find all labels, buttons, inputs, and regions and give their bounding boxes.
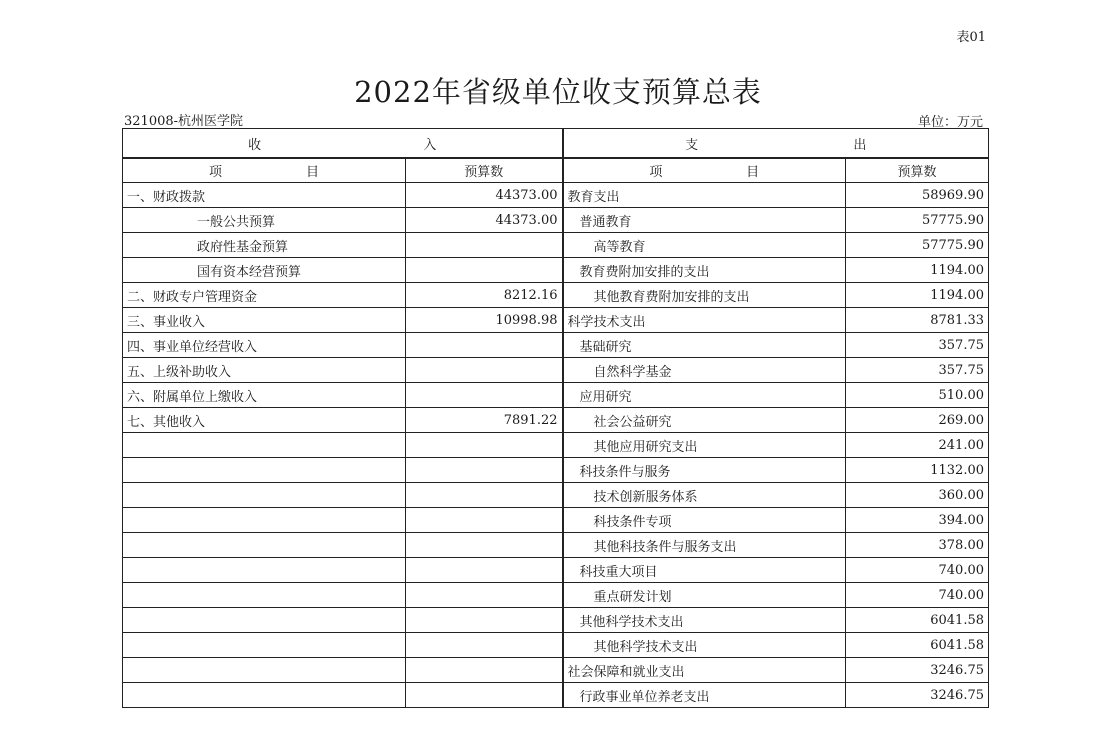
expense-value-cell: 378.00 <box>846 533 989 558</box>
unit-label: 单位：万元 <box>918 115 984 130</box>
income-value-cell: 44373.00 <box>406 208 563 233</box>
expense-item-cell: 社会保障和就业支出 <box>563 658 846 683</box>
income-value-cell <box>406 258 563 283</box>
expense-budget-header: 预算数 <box>846 158 989 183</box>
expense-item-cell: 自然科学基金 <box>563 358 846 383</box>
expense-item-cell: 其他科学技术支出 <box>563 608 846 633</box>
income-value-cell <box>406 683 563 708</box>
income-item-cell: 政府性基金预算 <box>123 233 406 258</box>
income-item-cell <box>123 608 406 633</box>
income-value-cell <box>406 583 563 608</box>
income-item-cell: 一般公共预算 <box>123 208 406 233</box>
income-item-cell: 国有资本经营预算 <box>123 258 406 283</box>
expense-value-cell: 241.00 <box>846 433 989 458</box>
income-value-cell <box>406 608 563 633</box>
expense-value-cell: 269.00 <box>846 408 989 433</box>
income-value-cell: 8212.16 <box>406 283 563 308</box>
expense-value-cell: 6041.58 <box>846 633 989 658</box>
expense-item-cell: 其他科技条件与服务支出 <box>563 533 846 558</box>
table-row <box>123 508 989 533</box>
expense-value-cell: 357.75 <box>846 333 989 358</box>
income-value-cell <box>406 358 563 383</box>
expense-value-cell: 1194.00 <box>846 258 989 283</box>
table-row <box>123 458 989 483</box>
income-item-cell: 三、事业收入 <box>123 308 406 333</box>
expense-item-cell: 基础研究 <box>563 333 846 358</box>
expense-item-cell: 教育费附加安排的支出 <box>563 258 846 283</box>
income-item-cell <box>123 508 406 533</box>
income-item-header: 项 目 <box>123 158 406 183</box>
income-value-cell <box>406 558 563 583</box>
expense-item-header: 项 目 <box>563 158 846 183</box>
income-value-cell <box>406 508 563 533</box>
expense-item-cell: 其他应用研究支出 <box>563 433 846 458</box>
expense-item-cell: 其他科学技术支出 <box>563 633 846 658</box>
income-item-cell: 四、事业单位经营收入 <box>123 333 406 358</box>
table-row <box>123 558 989 583</box>
income-item-cell: 六、附属单位上缴收入 <box>123 383 406 408</box>
table-row <box>123 358 989 383</box>
income-value-cell <box>406 533 563 558</box>
table-row <box>123 208 989 233</box>
expense-item-cell: 应用研究 <box>563 383 846 408</box>
table-row <box>123 433 989 458</box>
expense-item-cell: 教育支出 <box>563 183 846 208</box>
expense-value-cell: 510.00 <box>846 383 989 408</box>
income-value-cell: 44373.00 <box>406 183 563 208</box>
income-value-cell <box>406 233 563 258</box>
income-item-cell <box>123 433 406 458</box>
header-row-sections <box>123 129 989 159</box>
table-row <box>123 233 989 258</box>
table-row <box>123 308 989 333</box>
expense-item-cell: 其他教育费附加安排的支出 <box>563 283 846 308</box>
expense-section-header: 支 出 <box>563 129 989 159</box>
expense-value-cell: 3246.75 <box>846 683 989 708</box>
expense-item-cell: 科技条件与服务 <box>563 458 846 483</box>
table-row <box>123 608 989 633</box>
income-budget-header: 预算数 <box>406 158 563 183</box>
income-value-cell <box>406 658 563 683</box>
organization-label: 321008-杭州医学院 <box>124 114 244 129</box>
expense-item-cell: 高等教育 <box>563 233 846 258</box>
expense-value-cell: 394.00 <box>846 508 989 533</box>
expense-item-cell: 重点研发计划 <box>563 583 846 608</box>
table-row <box>123 183 989 208</box>
expense-value-cell: 3246.75 <box>846 658 989 683</box>
income-item-cell <box>123 458 406 483</box>
income-value-cell <box>406 483 563 508</box>
expense-value-cell: 1194.00 <box>846 283 989 308</box>
form-number: 表01 <box>956 30 986 45</box>
expense-item-cell: 科技重大项目 <box>563 558 846 583</box>
expense-item-cell: 科技条件专项 <box>563 508 846 533</box>
expense-value-cell: 58969.90 <box>846 183 989 208</box>
expense-item-cell: 普通教育 <box>563 208 846 233</box>
table-row <box>123 283 989 308</box>
expense-value-cell: 360.00 <box>846 483 989 508</box>
table-body <box>123 183 989 708</box>
expense-item-cell: 科学技术支出 <box>563 308 846 333</box>
table-row <box>123 658 989 683</box>
table-row <box>123 383 989 408</box>
income-item-cell <box>123 683 406 708</box>
income-value-cell <box>406 383 563 408</box>
table-row <box>123 483 989 508</box>
expense-value-cell: 740.00 <box>846 583 989 608</box>
income-value-cell <box>406 458 563 483</box>
income-item-cell: 五、上级补助收入 <box>123 358 406 383</box>
page-title: 2022年省级单位收支预算总表 <box>354 75 762 109</box>
income-value-cell <box>406 433 563 458</box>
expense-value-cell: 6041.58 <box>846 608 989 633</box>
expense-value-cell: 740.00 <box>846 558 989 583</box>
table-row <box>123 583 989 608</box>
income-item-cell: 二、财政专户管理资金 <box>123 283 406 308</box>
income-item-cell <box>123 658 406 683</box>
income-item-cell <box>123 558 406 583</box>
income-item-cell <box>123 533 406 558</box>
income-item-cell: 七、其他收入 <box>123 408 406 433</box>
header-row-columns <box>123 158 989 183</box>
income-value-cell <box>406 633 563 658</box>
expense-value-cell: 57775.90 <box>846 233 989 258</box>
expense-value-cell: 57775.90 <box>846 208 989 233</box>
expense-value-cell: 357.75 <box>846 358 989 383</box>
income-item-cell <box>123 583 406 608</box>
expense-item-cell: 行政事业单位养老支出 <box>563 683 846 708</box>
budget-table <box>122 128 989 708</box>
expense-value-cell: 8781.33 <box>846 308 989 333</box>
income-value-cell: 10998.98 <box>406 308 563 333</box>
income-value-cell: 7891.22 <box>406 408 563 433</box>
table-row <box>123 533 989 558</box>
expense-item-cell: 社会公益研究 <box>563 408 846 433</box>
table-row <box>123 683 989 708</box>
income-item-cell <box>123 633 406 658</box>
table-row <box>123 408 989 433</box>
income-item-cell: 一、财政拨款 <box>123 183 406 208</box>
income-section-header: 收 入 <box>123 129 563 159</box>
income-value-cell <box>406 333 563 358</box>
table-row <box>123 258 989 283</box>
expense-item-cell: 技术创新服务体系 <box>563 483 846 508</box>
table-row <box>123 333 989 358</box>
expense-value-cell: 1132.00 <box>846 458 989 483</box>
table-row <box>123 633 989 658</box>
income-item-cell <box>123 483 406 508</box>
